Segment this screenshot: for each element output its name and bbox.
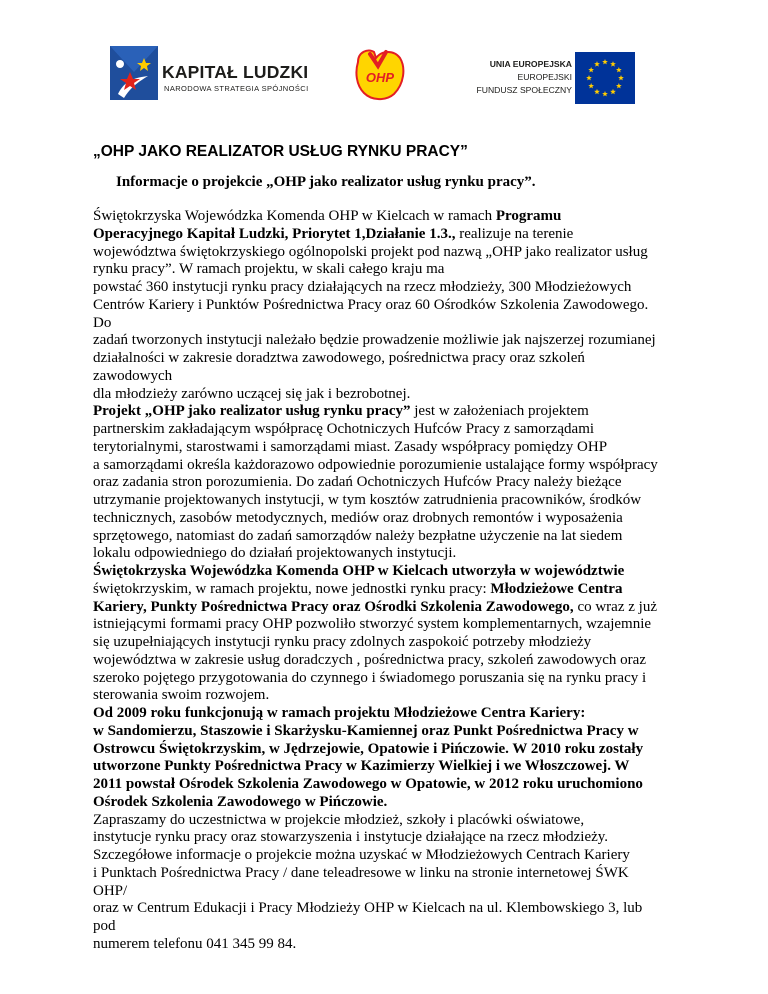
body-line: szeroko pojętego przygotowania do czynnego i świadomego poruszania się na rynku pracy i — [93, 669, 647, 686]
body-line: 2011 powstał Ośrodek Szkolenia Zawodowego w Opatowie, w 2012 roku uruchomiono — [93, 776, 643, 792]
body-line: zawodowych — [93, 367, 173, 384]
kapital-ludzki-logo — [108, 42, 318, 104]
eu-line1: UNIA EUROPEJSKA — [489, 59, 572, 69]
body-line: się uzupełniających instytucji rynku pracy zdolnych zaspokoić potrzeby młodzieży — [93, 634, 592, 650]
body-line: sprzętowego, natomiast do zadań samorządów należy bezpłatne użyczenie na lat siedem — [93, 527, 623, 544]
body-line: OHP/ — [93, 882, 128, 899]
kapital-ludzki-subtitle: NARODOWA STRATEGIA SPÓJNOŚCI — [164, 84, 309, 93]
body-line: partnerskim zakładającym współpracę Ochotniczych Hufców Pracy z samorządami — [93, 421, 595, 437]
body-line: Ostrowcu Świętokrzyskim, w Jędrzejowie, Opatowie i Pińczowie. W 2010 roku zostały — [93, 740, 644, 757]
body-line: działalności w zakresie doradztwa zawodowego, pośrednictwa pracy oraz szkoleń — [93, 350, 585, 366]
body-line: terytorialnymi, starostwami i samorządami miast. Zasady współpracy pomiędzy OHP — [93, 438, 608, 455]
body-line: utworzone Punkty Pośrednictwa Pracy w Kazimierzy Wielkiej i we Włoszczowej. W — [93, 758, 630, 775]
body-line: pod — [93, 918, 116, 934]
body-line: Operacyjnego Kapitał Ludzki, Priorytet 1,Działanie 1.3., realizuje na terenie — [93, 225, 574, 242]
kapital-ludzki-emblem-icon — [108, 42, 164, 104]
document-heading: „OHP JAKO REALIZATOR USŁUG RYNKU PRACY” — [93, 143, 468, 160]
eu-flag-icon — [575, 52, 635, 104]
body-line: Kariery, Punkty Pośrednictwa Pracy oraz Ośrodki Szkolenia Zawodowego, co wraz z już — [93, 598, 657, 615]
eu-logo — [463, 52, 635, 104]
body-line: instytucje rynku pracy oraz stowarzyszenia i instytucje działające na rzecz młodzieży. — [93, 829, 609, 846]
body-line: oraz w Centrum Edukacji i Pracy Młodzieży OHP w Kielcach na ul. Klembowskiego 3, lub — [93, 900, 643, 917]
body-line: Świętokrzyska Wojewódzka Komenda OHP w Kielcach utworzyła w województwie — [93, 563, 625, 579]
logo-bar — [0, 0, 768, 120]
body-line: Ośrodek Szkolenia Zawodowego w Pińczowie. — [93, 793, 388, 810]
document-body — [93, 208, 683, 954]
body-line: w Sandomierzu, Staszowie i Skarżysku-Kamiennej oraz Punkt Pośrednictwa Pracy w — [93, 722, 639, 739]
body-line: dla młodzieży zarówno uczącej się jak i bezrobotnej. — [93, 385, 411, 402]
body-line: lokalu odpowiedniego do działań projektowanych instytucji. — [93, 545, 457, 562]
body-line: województwa świętokrzyskiego ogólnopolski projekt pod nazwą „OHP jako realizator usług — [93, 243, 648, 260]
body-line: Zapraszamy do uczestnictwa w projekcie młodzież, szkoły i placówki oświatowe, — [93, 811, 585, 828]
eu-logo-text — [477, 58, 573, 97]
eu-line2: EUROPEJSKI — [517, 72, 572, 82]
eu-line3: FUNDUSZ SPOŁECZNY — [476, 85, 572, 95]
body-line: zadań tworzonych instytucji należało będzie prowadzenie możliwie jak najszerzej rozumianej — [93, 332, 656, 349]
body-line: Świętokrzyska Wojewódzka Komenda OHP w Kielcach w ramach Programu — [93, 208, 562, 224]
kapital-ludzki-title: KAPITAŁ LUDZKI — [162, 62, 309, 82]
ohp-logo-text: OHP — [365, 70, 395, 85]
body-line: Szczegółowe informacje o projekcie można uzyskać w Młodzieżowych Centrach Kariery — [93, 847, 630, 863]
body-line: Projekt „OHP jako realizator usług rynku pracy” jest w założeniach projektem — [93, 403, 589, 420]
body-line: świętokrzyskim, w ramach projektu, nowe jednostki rynku pracy: Młodzieżowe Centra — [93, 580, 623, 597]
body-line: utrzymanie projektowanych instytucji, w tym kosztów zatrudnienia pracowników, środków — [93, 492, 642, 508]
document-subheading: Informacje o projekcie „OHP jako realizator usług rynku pracy”. — [116, 174, 536, 190]
body-line: powstać 360 instytucji rynku pracy działających na rzecz młodzieży, 300 Młodzieżowych — [93, 279, 632, 295]
body-line: rynku pracy”. W ramach projektu, w skali całego kraju ma — [93, 261, 445, 278]
body-line: województwa w zakresie usług doradczych , pośrednictwa pracy, szkoleń zawodowych oraz — [93, 651, 646, 668]
body-line: oraz zadania stron porozumienia. Do zadań Ochotniczych Hufców Pracy należy bieżące — [93, 474, 622, 491]
body-line: Centrów Kariery i Punktów Pośrednictwa Pracy oraz 60 Ośrodków Szkolenia Zawodowego. — [93, 296, 649, 313]
body-line: numerem telefonu 041 345 99 84. — [93, 935, 297, 952]
ohp-logo — [352, 46, 408, 102]
body-line: a samorządami określa każdorazowo odpowiednie porozumienie ustalające formy współpracy — [93, 456, 658, 473]
body-line: i Punktach Pośrednictwa Pracy / dane teleadresowe w linku na stronie internetowej ŚWK — [93, 864, 629, 881]
body-line: Do — [93, 314, 112, 331]
body-line: Od 2009 roku funkcjonują w ramach projektu Młodzieżowe Centra Kariery: — [93, 705, 586, 721]
body-line: technicznych, zasobów metodycznych, mediów oraz drobnych remontów i wyposażenia — [93, 509, 623, 526]
body-line: istniejącymi formami pracy OHP pozwoliło stworzyć system komplementarnych, wzajemnie — [93, 616, 652, 633]
body-line: sterowania swoim rozwojem. — [93, 687, 270, 704]
